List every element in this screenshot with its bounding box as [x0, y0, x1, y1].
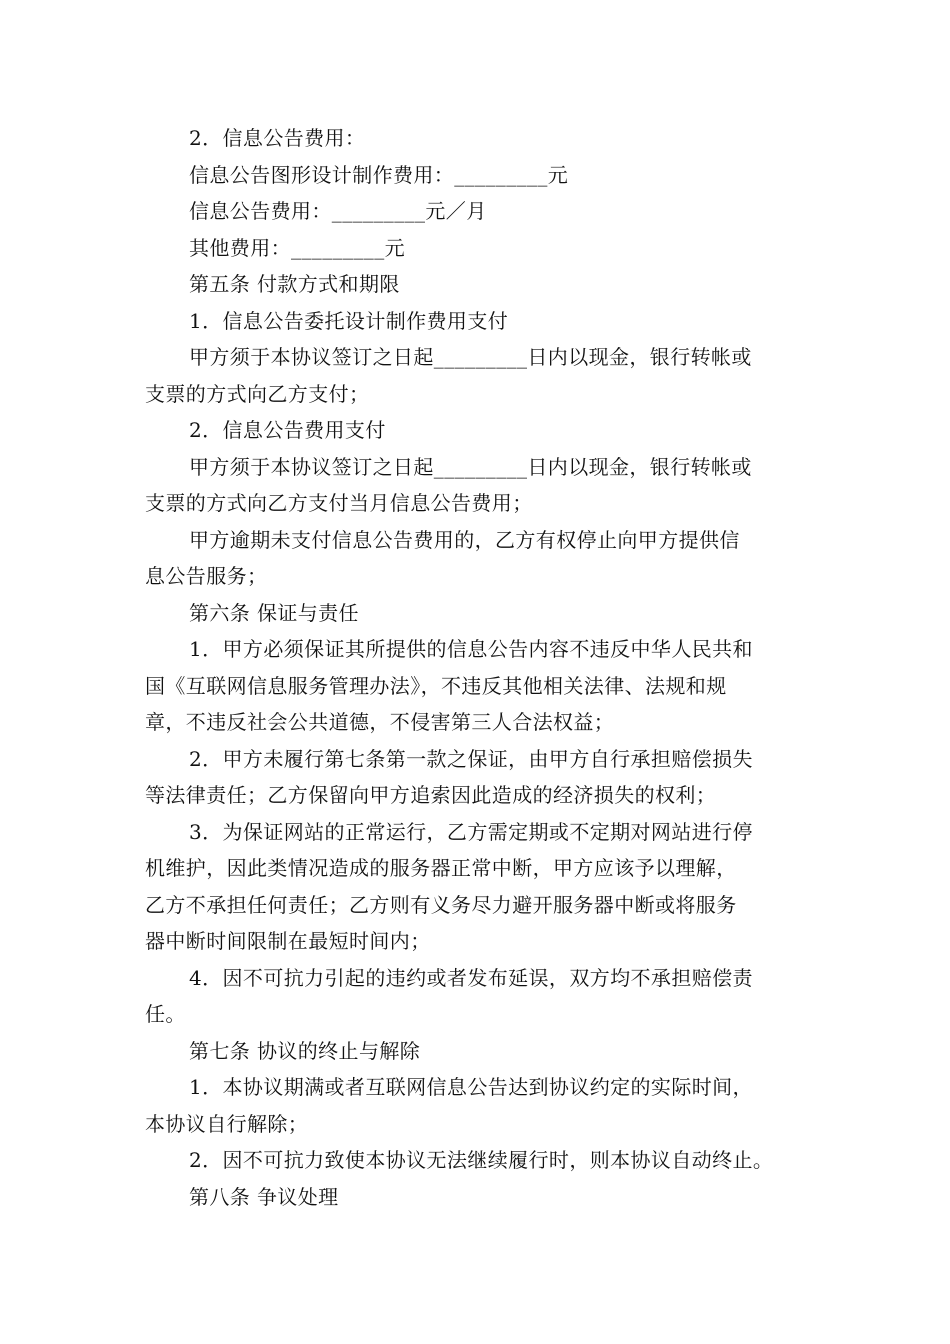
document-line: 章，不违反社会公共道德，不侵害第三人合法权益； [145, 710, 615, 734]
document-line: 支票的方式向乙方支付当月信息公告费用； [145, 491, 533, 515]
document-line: 2．信息公告费用： [189, 126, 366, 150]
document-line: 乙方不承担任何责任；乙方则有义务尽力避开服务器中断或将服务 [145, 892, 737, 917]
document-line: 4．因不可抗力引起的违约或者发布延误，双方均不承担赔偿责 [189, 965, 753, 990]
document-line: 2．甲方未履行第七条第一款之保证，由甲方自行承担赔偿损失 [189, 746, 753, 771]
document-line: 1．甲方必须保证其所提供的信息公告内容不违反中华人民共和 [189, 637, 753, 661]
document-line: 其他费用：_________元 [189, 235, 405, 260]
document-line: 1．本协议期满或者互联网信息公告达到协议约定的实际时间， [189, 1075, 753, 1099]
document-line: 息公告服务； [145, 564, 268, 588]
document-line: 机维护，因此类情况造成的服务器正常中断，甲方应该予以理解， [145, 856, 737, 880]
document-line: 第五条 付款方式和期限 [189, 272, 400, 296]
document-line: 信息公告费用：_________元／月 [189, 199, 487, 223]
document-line: 国《互联网信息服务管理办法》，不违反其他相关法律、法规和规 [145, 673, 727, 698]
document-line: 本协议自行解除； [145, 1111, 309, 1136]
document-line: 甲方须于本协议签订之日起_________日内以现金，银行转帐或 [189, 454, 752, 479]
document-body [145, 120, 810, 1215]
document-line: 任。 [145, 1002, 186, 1026]
document-line: 2．因不可抗力致使本协议无法继续履行时，则本协议自动终止。 [189, 1148, 774, 1172]
document-line: 第八条 争议处理 [189, 1184, 339, 1209]
document-line: 第六条 保证与责任 [189, 600, 359, 625]
document-line: 甲方逾期未支付信息公告费用的，乙方有权停止向甲方提供信 [189, 527, 740, 552]
document-line: 第七条 协议的终止与解除 [189, 1038, 421, 1063]
document-line: 信息公告图形设计制作费用：_________元 [189, 162, 569, 187]
document-line: 等法律责任；乙方保留向甲方追索因此造成的经济损失的权利； [145, 783, 717, 807]
document-line: 1．信息公告委托设计制作费用支付 [189, 308, 509, 333]
document-line: 器中断时间限制在最短时间内； [145, 929, 431, 953]
document-line: 支票的方式向乙方支付； [145, 381, 370, 406]
document-line: 甲方须于本协议签订之日起_________日内以现金，银行转帐或 [189, 345, 752, 369]
document-line: 3．为保证网站的正常运行，乙方需定期或不定期对网站进行停 [189, 819, 753, 844]
document-line: 2．信息公告费用支付 [189, 418, 386, 442]
